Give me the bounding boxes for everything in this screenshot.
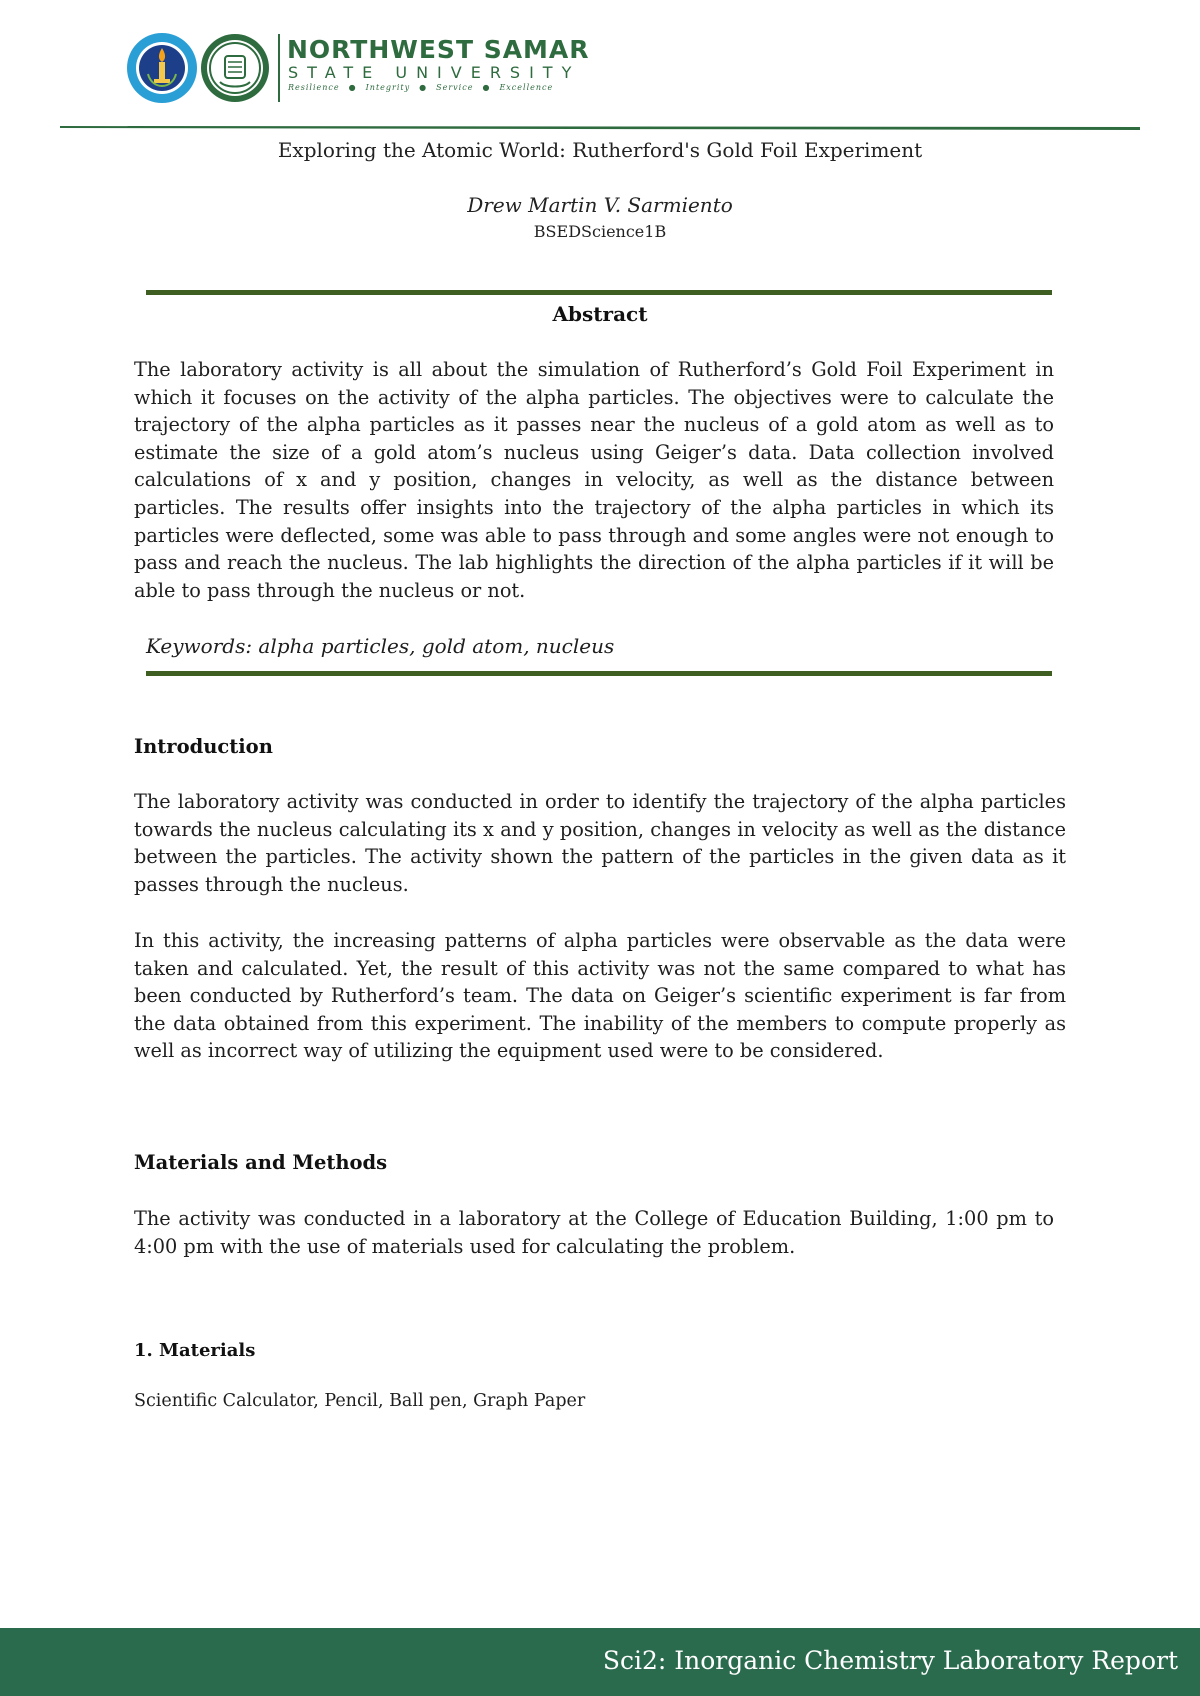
methods-text: The activity was conducted in a laboratory at the College of Education Building, 1:00 pm to 4:00 pm with the use of materials used for calculating the problem. (134, 1207, 1054, 1258)
university-subtitle: STATE UNIVERSITY (288, 63, 581, 82)
author-name: Drew Martin V. Sarmiento (467, 193, 733, 217)
methods-heading: Materials and Methods (134, 1151, 388, 1174)
abstract-heading: Abstract (552, 302, 648, 326)
motto-word: Service (436, 83, 474, 92)
footer-title: Sci2: Inorganic Chemistry Laboratory Report (602, 1646, 1178, 1675)
header-divider (278, 34, 280, 102)
paper-title: Exploring the Atomic World: Rutherford's Gold Foil Experiment (277, 138, 923, 162)
abstract-top-rule (146, 290, 1052, 295)
letterhead (126, 32, 606, 104)
motto-word: Resilience (288, 83, 340, 92)
motto-word: Excellence (499, 83, 554, 92)
abstract-bottom-rule (146, 671, 1052, 676)
university-motto: Resilience ● Integrity ● Service ● Excellence (288, 83, 554, 92)
college-of-education-logo (126, 32, 198, 104)
university-name: NORTHWEST SAMAR (287, 35, 590, 64)
introduction-heading: Introduction (134, 735, 273, 758)
introduction-paragraph: The laboratory activity was conducted in order to identify the trajectory of the alpha particles towards the nucleus calculating its x and y position, changes in velocity as well as the distance between the particles. The activity shown the pattern of the particles in the given data as it passes through the nucleus. (134, 790, 1066, 896)
university-seal-logo (200, 32, 270, 104)
materials-list: Scientific Calculator, Pencil, Ball pen, Graph Paper (134, 1391, 586, 1411)
footer-bar (0, 1628, 1200, 1696)
materials-heading: 1. Materials (134, 1340, 256, 1361)
abstract-text: The laboratory activity is all about the simulation of Rutherford’s Gold Foil Experiment in which it focuses on the activity of the alpha particles. The objectives were to calculate the trajectory of the alpha particles as it passes near the nucleus of a gold atom as well as to estimate the size of a gold atom’s nucleus using Geiger’s data. Data collection involved calculations of x and y position, changes in velocity, as well as the distance between particles. The results offer insights into the trajectory of the alpha particles in which its particles were deflected, some was able to pass through and some angles were not enough to pass and reach the nucleus. The lab highlights the direction of the alpha particles if it will be able to pass through the nucleus or not. (134, 358, 1054, 602)
header-rule (60, 124, 1140, 130)
motto-word: Integrity (365, 83, 411, 92)
introduction-paragraph: In this activity, the increasing patterns of alpha particles were observable as the data were taken and calculated. Yet, the result of this activity was not the same compared to what has been conducted by Rutherford’s team. The data on Geiger’s scientific experiment is far from the data obtained from this experiment. The inability of the members to compute properly as well as incorrect way of utilizing the equipment used were to be considered. (134, 929, 1066, 1063)
course-section: BSEDScience1B (533, 222, 667, 241)
keywords: Keywords: alpha particles, gold atom, nucleus (146, 634, 615, 658)
